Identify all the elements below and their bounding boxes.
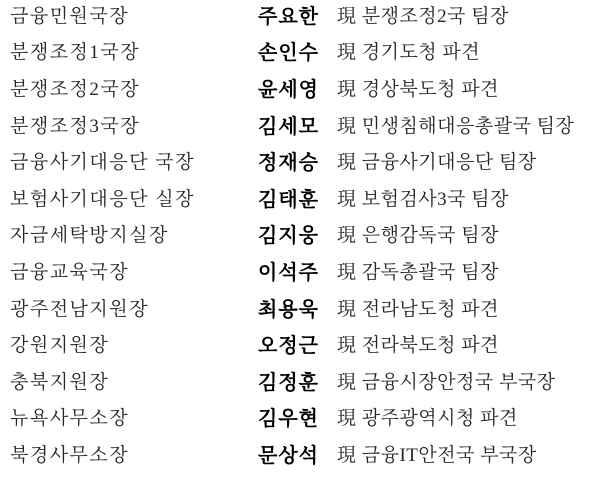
current-role-label: 現 민생침해대응총괄국 팀장 [337,115,575,137]
position-label: 북경사무소장 [10,444,130,466]
table-row [0,33,600,70]
person-name: 정재승 [258,152,319,175]
position-label: 금융민원국장 [10,5,130,27]
person-name: 김우현 [258,408,319,431]
current-role-label: 現 전라북도청 파견 [337,335,499,357]
table-row [0,435,600,472]
current-role-label: 現 은행감독국 팀장 [337,225,499,247]
current-role-label: 現 전라남도청 파견 [337,298,499,320]
person-name: 손인수 [258,42,319,65]
table-row [0,0,600,33]
person-name: 주요한 [258,5,319,28]
current-role-label: 現 경기도청 파견 [337,42,481,64]
person-name: 오정근 [258,335,319,358]
current-role-label: 現 금융사기대응단 팀장 [337,152,537,174]
person-name: 김지웅 [258,225,319,248]
table-row [0,106,600,143]
current-role-label: 現 광주광역시청 파견 [337,408,518,430]
current-role-label: 現 감독총괄국 팀장 [337,261,499,283]
position-label: 보험사기대응단 실장 [10,188,195,210]
person-name: 윤세영 [258,78,319,101]
current-role-label: 現 분쟁조정2국 팀장 [337,5,509,27]
position-label: 금융사기대응단 국장 [10,152,195,174]
table-row [0,289,600,326]
person-name: 김정훈 [258,371,319,394]
current-role-label: 現 보험검사3국 팀장 [337,188,509,210]
position-label: 분쟁조정2국장 [10,78,141,100]
position-label: 광주전남지원장 [10,298,149,320]
position-label: 뉴욕사무소장 [10,408,130,430]
person-name: 문상석 [258,444,319,467]
position-label: 강원지원장 [10,335,110,357]
table-row [0,216,600,253]
current-role-label: 現 금융시장안정국 부국장 [337,371,556,393]
position-label: 분쟁조정1국장 [10,42,141,64]
table-row [0,179,600,216]
position-label: 금융교육국장 [10,261,130,283]
table-row [0,399,600,436]
table-row [0,142,600,179]
table-row [0,69,600,106]
person-name: 김태훈 [258,188,319,211]
position-label: 분쟁조정3국장 [10,115,141,137]
current-role-label: 現 경상북도청 파견 [337,78,499,100]
person-name: 이석주 [258,261,319,284]
table-row [0,325,600,362]
table-row [0,252,600,289]
position-label: 충북지원장 [10,371,110,393]
person-name: 김세모 [258,115,319,138]
position-label: 자금세탁방지실장 [10,225,169,247]
current-role-label: 現 금융IT안전국 부국장 [337,444,537,466]
table-row [0,362,600,399]
person-name: 최용욱 [258,298,319,321]
